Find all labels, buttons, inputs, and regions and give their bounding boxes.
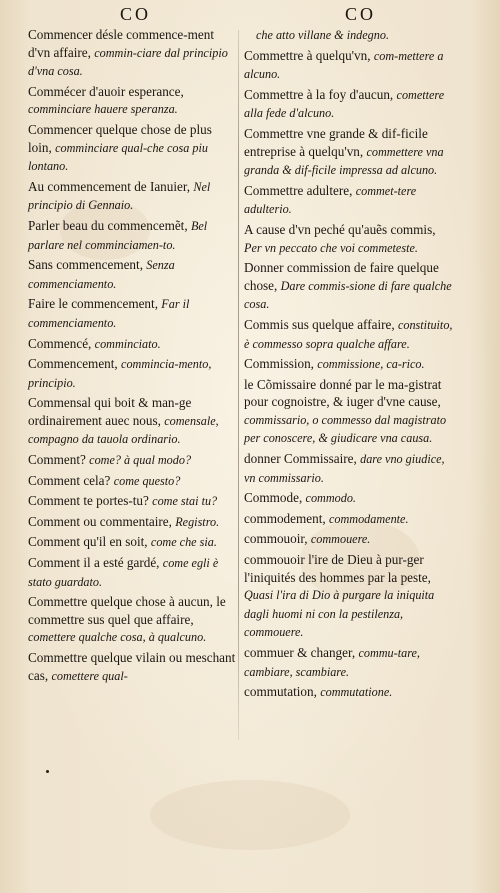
dictionary-entry [28,394,238,449]
dictionary-entry [244,316,456,353]
dictionary-entry [244,551,456,642]
dictionary-entry [244,376,456,448]
dictionary-entry [28,492,238,511]
italian-translation: comminciato. [94,336,161,351]
italian-translation: come che sia. [150,535,217,550]
french-term: Commettre à quelqu'vn, [244,47,374,63]
dictionary-entry [28,178,238,215]
french-term: Comment ou commentaire, [28,513,176,529]
dictionary-entry [28,513,238,532]
dictionary-entry [244,47,456,84]
italian-translation: Registro. [175,514,220,529]
dictionary-entry [244,259,456,314]
right-column [244,26,456,704]
italian-translation: commet-tere adulterio. [244,183,417,217]
italian-translation: Nel principio di Gennaio. [28,179,211,213]
italian-translation: Per vn peccato che voi commeteste. [244,240,418,255]
italian-translation: come stai tu? [152,494,218,509]
dictionary-entry [28,83,238,119]
dictionary-entry [28,217,238,254]
french-term: Commode, [244,490,306,506]
french-term: Commécer d'auoir esperance, [28,83,184,99]
dictionary-entry [244,26,456,45]
french-term: Commettre vne grande & dif-ficile entreprise à quelqu'vn, [244,125,428,159]
french-term: Commencer désle commence-ment d'vn affaire, [28,27,215,60]
dictionary-entry [244,182,456,219]
italian-translation: come egli è stato guardato. [28,556,219,589]
italian-translation: commodamente. [328,511,409,526]
dictionary-entry [244,86,456,123]
italian-translation: che atto villane & indegno. [256,28,390,42]
italian-translation: dare vno giudice, vn commissario. [244,452,445,485]
french-term: le Cõmissaire donné par le ma-gistrat pour cognoistre, & iuger d'vne cause, [244,376,442,410]
italian-translation: comminciare qual-che cosa piu lontano. [28,140,208,174]
italian-translation: come? à qual modo? [89,453,192,468]
dictionary-entry [244,510,456,529]
left-column [28,26,238,687]
french-term: Commencement, [28,356,122,372]
dictionary-entry [28,26,238,81]
italian-translation: commettere vna granda & dif-ficile impressa ad alcuno. [244,144,444,178]
french-term: Commettre à la foy d'aucun, [244,86,397,102]
french-term: commouoir l'ire de Dieu à pur-ger l'iniquités des hommes par la peste, [244,552,431,585]
french-term: commouoir, [244,531,311,547]
dictionary-entry [244,530,456,549]
italian-translation: Dare commis-sione di fare qualche cosa. [244,278,452,312]
italian-translation: Far il commenciamento. [28,297,190,330]
italian-translation: commu-tare, cambiare, scambiare. [244,646,420,679]
dictionary-entry [244,683,456,702]
italian-translation: commutatione. [320,685,393,700]
french-term: Commettre quelque chose à aucun, le commettre sus quel que affaire, [28,594,226,627]
french-term: commutation, [244,684,321,700]
running-head-left: CO [120,4,152,24]
french-term: Parler beau du commencemẽt, [28,217,191,233]
french-term: Comment il a esté gardé, [28,555,163,571]
italian-translation: Quasi l'ira di Dio à purgare la iniquita dagli huomi ni con la pestilenza, commouere. [244,588,435,640]
italian-translation: commissario, o commesso dal magistrato per conoscere, & giudicare vna causa. [244,412,447,446]
italian-translation: commissione, ca-rico. [317,357,425,372]
french-term: commuer & changer, [244,645,359,660]
french-term: Commensal qui boit & man-ge ordinairement auec nous, [28,395,192,428]
italian-translation: Senza commenciamento. [28,258,175,291]
dictionary-entry [28,472,238,491]
dictionary-entry [28,649,238,685]
ink-speck [46,770,49,773]
italian-translation: commouere. [310,532,371,547]
french-term: Commission, [244,356,318,372]
french-term: Comment? [28,452,90,468]
dictionary-entry [244,125,456,180]
french-term: Comment te portes-tu? [28,493,153,509]
dictionary-entry [28,554,238,591]
italian-translation: comminciare hauere speranza. [28,102,178,117]
italian-translation: commincia-mento, principio. [28,357,212,390]
italian-translation: comettere qual- [51,668,128,683]
dictionary-entry [28,121,238,176]
french-term: Comment cela? [28,472,114,488]
dictionary-entry [244,489,456,508]
french-term: Commettre quelque vilain ou meschant cas, [28,650,236,683]
french-term: Comment qu'il en soit, [28,534,151,550]
dictionary-entry [244,450,456,487]
italian-translation: Bel parlare nel comminciamen-to. [28,218,208,252]
paper-stain [150,780,350,850]
italian-translation: come questo? [113,473,181,488]
italian-translation: com-mettere a alcuno. [244,48,444,82]
dictionary-entry [28,533,238,552]
dictionary-entry [28,295,238,332]
italian-translation: comensale, compagno da tauola ordinario. [28,413,219,447]
french-term: Faire le commencement, [28,296,162,312]
dictionary-entry [28,256,238,293]
dictionary-entry [244,355,456,374]
italian-translation: comettere alla fede d'alcuno. [244,87,445,121]
italian-translation: comettere qualche cosa, à qualcuno. [28,630,207,645]
italian-translation: commodo. [305,491,356,506]
french-term: Sans commencement, [28,257,147,273]
french-term: donner Commissaire, [244,451,361,467]
french-term: Donner commission de faire quelque chose, [244,260,439,293]
italian-translation: constituito, è commesso sopra qualche affare. [244,317,453,351]
dictionary-entry [244,644,456,681]
dictionary-entry [28,355,238,392]
dictionary-entry [28,451,238,470]
french-term: commodement, [244,510,329,526]
french-term: Au commencement de Ianuier, [28,178,194,194]
dictionary-entry [28,335,238,354]
italian-translation: commin-ciare dal principio d'vna cosa. [28,45,228,79]
column-divider [238,30,239,740]
dictionary-entry [244,221,456,257]
french-term: Commis sus quelque affaire, [244,316,398,332]
french-term: A cause d'vn peché qu'auẽs commis, [244,221,436,237]
running-head-right: CO [345,4,377,24]
french-term: Commencer quelque chose de plus loin, [28,121,212,155]
dictionary-entry [28,593,238,647]
french-term: Commencé, [28,335,95,351]
french-term: Commettre adultere, [244,182,356,198]
